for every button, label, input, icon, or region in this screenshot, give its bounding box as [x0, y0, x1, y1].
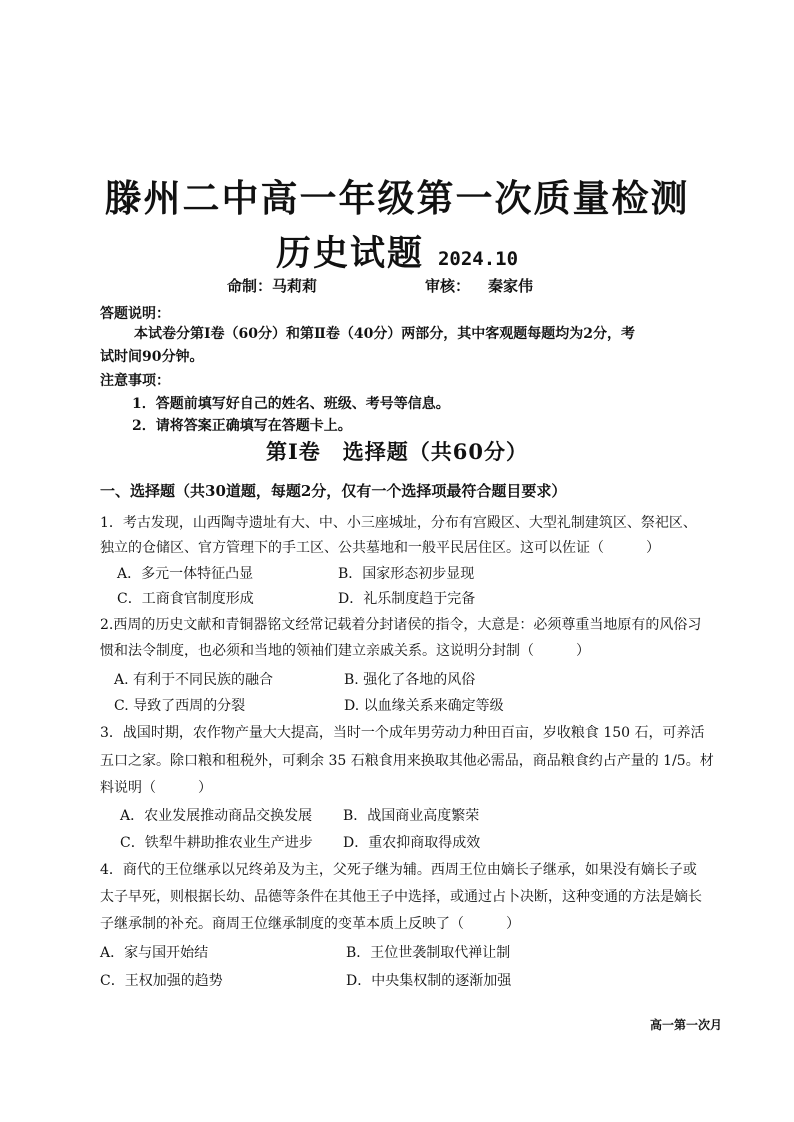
instructions-heading: 答题说明：	[100, 306, 170, 322]
question-4-text: 4．商代的王位继承以兄终弟及为主，父死子继为辅。西周王位由嫡长子继承，如果没有嫡长子或	[100, 862, 697, 878]
question-3-option-a: A．农业发展推动商品交换发展	[120, 808, 313, 824]
question-4-option-d: D．中央集权制的逐渐加强	[346, 973, 512, 989]
question-2-text: 惯和法令制度，也必须和当地的领袖们建立亲戚关系。这说明分封制（ ）	[100, 643, 590, 659]
reviewer-label: 审核：	[425, 277, 471, 295]
question-1-text: 独立的仓储区、官方管理下的手工区、公共墓地和一般平民居住区。这可以佐证（ ）	[100, 540, 660, 556]
subject-title: 历史试题	[275, 233, 424, 274]
instructions-line: 试时间90分钟。	[100, 349, 204, 365]
exam-date: 2024.10	[437, 248, 519, 270]
question-3-text: 五口之家。除口粮和租税外，可剩余 35 石粮食用来换取其他必需品，商品粮食约占产量的 1/5。材	[100, 753, 714, 769]
part-heading: 一、选择题（共30道题，每题2分，仅有一个选择项最符合题目要求）	[100, 482, 567, 500]
question-3-option-d: D．重农抑商取得成效	[343, 835, 481, 851]
question-4-text: 太子早死，则根据长幼、品德等条件在其他王子中选择，或通过占卜决断，这种变通的方法是嫡长	[100, 889, 702, 905]
question-3-text: 料说明（ ）	[100, 780, 212, 796]
question-4-option-c: C．王权加强的趋势	[100, 973, 223, 989]
subject-line	[0, 226, 794, 276]
question-2-option-b: B. 强化了各地的风俗	[344, 672, 476, 688]
section-title: 第Ⅰ卷 选择题（共60分）	[265, 439, 529, 464]
question-1-option-d: D．礼乐制度趋于完备	[338, 591, 476, 607]
notes-heading: 注意事项：	[100, 373, 170, 389]
question-2-option-d: D. 以血缘关系来确定等级	[344, 698, 504, 714]
author-credit: 命制：马莉莉	[227, 277, 318, 295]
question-3-option-b: B．战国商业高度繁荣	[343, 808, 480, 824]
question-1-option-a: A．多元一体特征凸显	[117, 566, 254, 582]
question-3-option-c: C．铁犁牛耕助推农业生产进步	[120, 835, 313, 851]
question-2-option-a: A. 有利于不同民族的融合	[114, 672, 274, 688]
instructions-line: 本试卷分第Ⅰ卷（60分）和第Ⅱ卷（40分）两部分，其中客观题每题均为2分，考	[134, 326, 636, 342]
question-1-text: 1．考古发现，山西陶寺遗址有大、中、小三座城址，分布有宫殿区、大型礼制建筑区、祭祀区、	[100, 515, 697, 531]
page-footer: 高一第一次月	[649, 1018, 722, 1032]
question-2-text: 2.西周的历史文献和青铜器铭文经常记载着分封诸侯的指令，大意是：必须尊重当地原有的风俗习	[100, 617, 702, 633]
note-item: 2．请将答案正确填写在答题卡上。	[132, 418, 352, 434]
question-2-option-c: C. 导致了西周的分裂	[114, 698, 246, 714]
question-1-option-c: C．工商食官制度形成	[117, 591, 254, 607]
question-4-text: 子继承制的补充。商周王位继承制度的变革本质上反映了（ ）	[100, 916, 520, 932]
question-1-option-b: B．国家形态初步显现	[338, 566, 475, 582]
question-4-option-a: A．家与国开始结	[100, 945, 209, 961]
exam-title: 滕州二中高一年级第一次质量检测	[104, 176, 690, 220]
reviewer-name: 秦家伟	[488, 277, 534, 295]
question-3-text: 3．战国时期，农作物产量大大提高，当时一个成年男劳动力种田百亩，岁收粮食 150 石，可养活	[100, 725, 705, 741]
question-4-option-b: B．王位世袭制取代禅让制	[346, 945, 511, 961]
note-item: 1．答题前填写好自己的姓名、班级、考号等信息。	[132, 396, 450, 412]
